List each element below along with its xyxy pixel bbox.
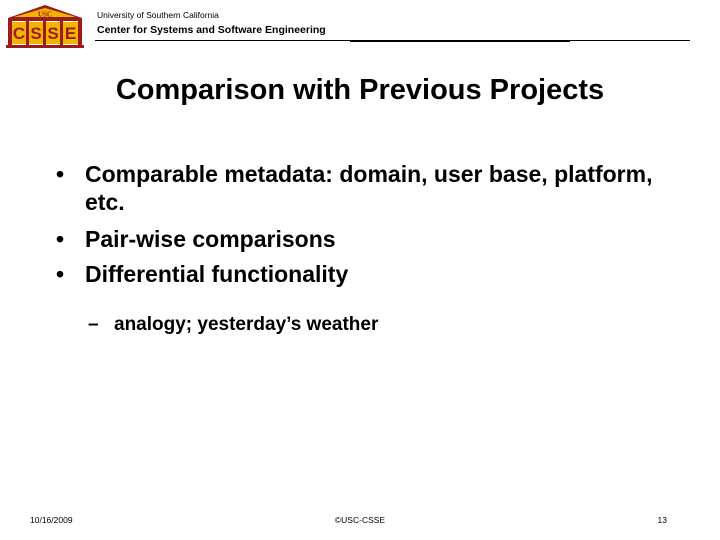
logo-letter-c: C xyxy=(12,24,26,43)
slide-header xyxy=(0,0,720,50)
center-name: Center for Systems and Software Engineering xyxy=(97,24,326,36)
bullet-text: Pair-wise comparisons xyxy=(85,226,336,252)
logo-letter-e: E xyxy=(64,24,77,43)
sub-bullet-item xyxy=(88,314,378,336)
bullet-text: Differential functionality xyxy=(85,261,349,287)
logo-usc-text: USC xyxy=(37,10,53,19)
bullet-marker: • xyxy=(56,161,65,187)
page-number: 13 xyxy=(657,515,667,525)
footer-copyright: ©USC-CSSE xyxy=(334,515,386,525)
bullet-item xyxy=(56,160,696,216)
bullet-text: Comparable metadata: domain, user base, platform, etc. xyxy=(85,161,653,215)
logo-letter-s1: S xyxy=(30,24,42,43)
logo-letter-s2: S xyxy=(47,24,59,43)
bullet-marker: • xyxy=(56,261,65,287)
bullet-marker: • xyxy=(56,226,65,252)
sub-bullet-marker: – xyxy=(88,314,99,335)
university-name: University of Southern California xyxy=(97,10,219,20)
header-divider-accent xyxy=(350,40,570,42)
bullet-item xyxy=(56,260,696,288)
footer-date: 10/16/2009 xyxy=(30,515,73,525)
sub-bullet-text: analogy; yesterday’s weather xyxy=(114,314,379,335)
slide-title: Comparison with Previous Projects xyxy=(115,74,605,106)
usc-csse-logo xyxy=(6,4,84,48)
bullet-list xyxy=(56,160,696,297)
bullet-item xyxy=(56,225,696,253)
